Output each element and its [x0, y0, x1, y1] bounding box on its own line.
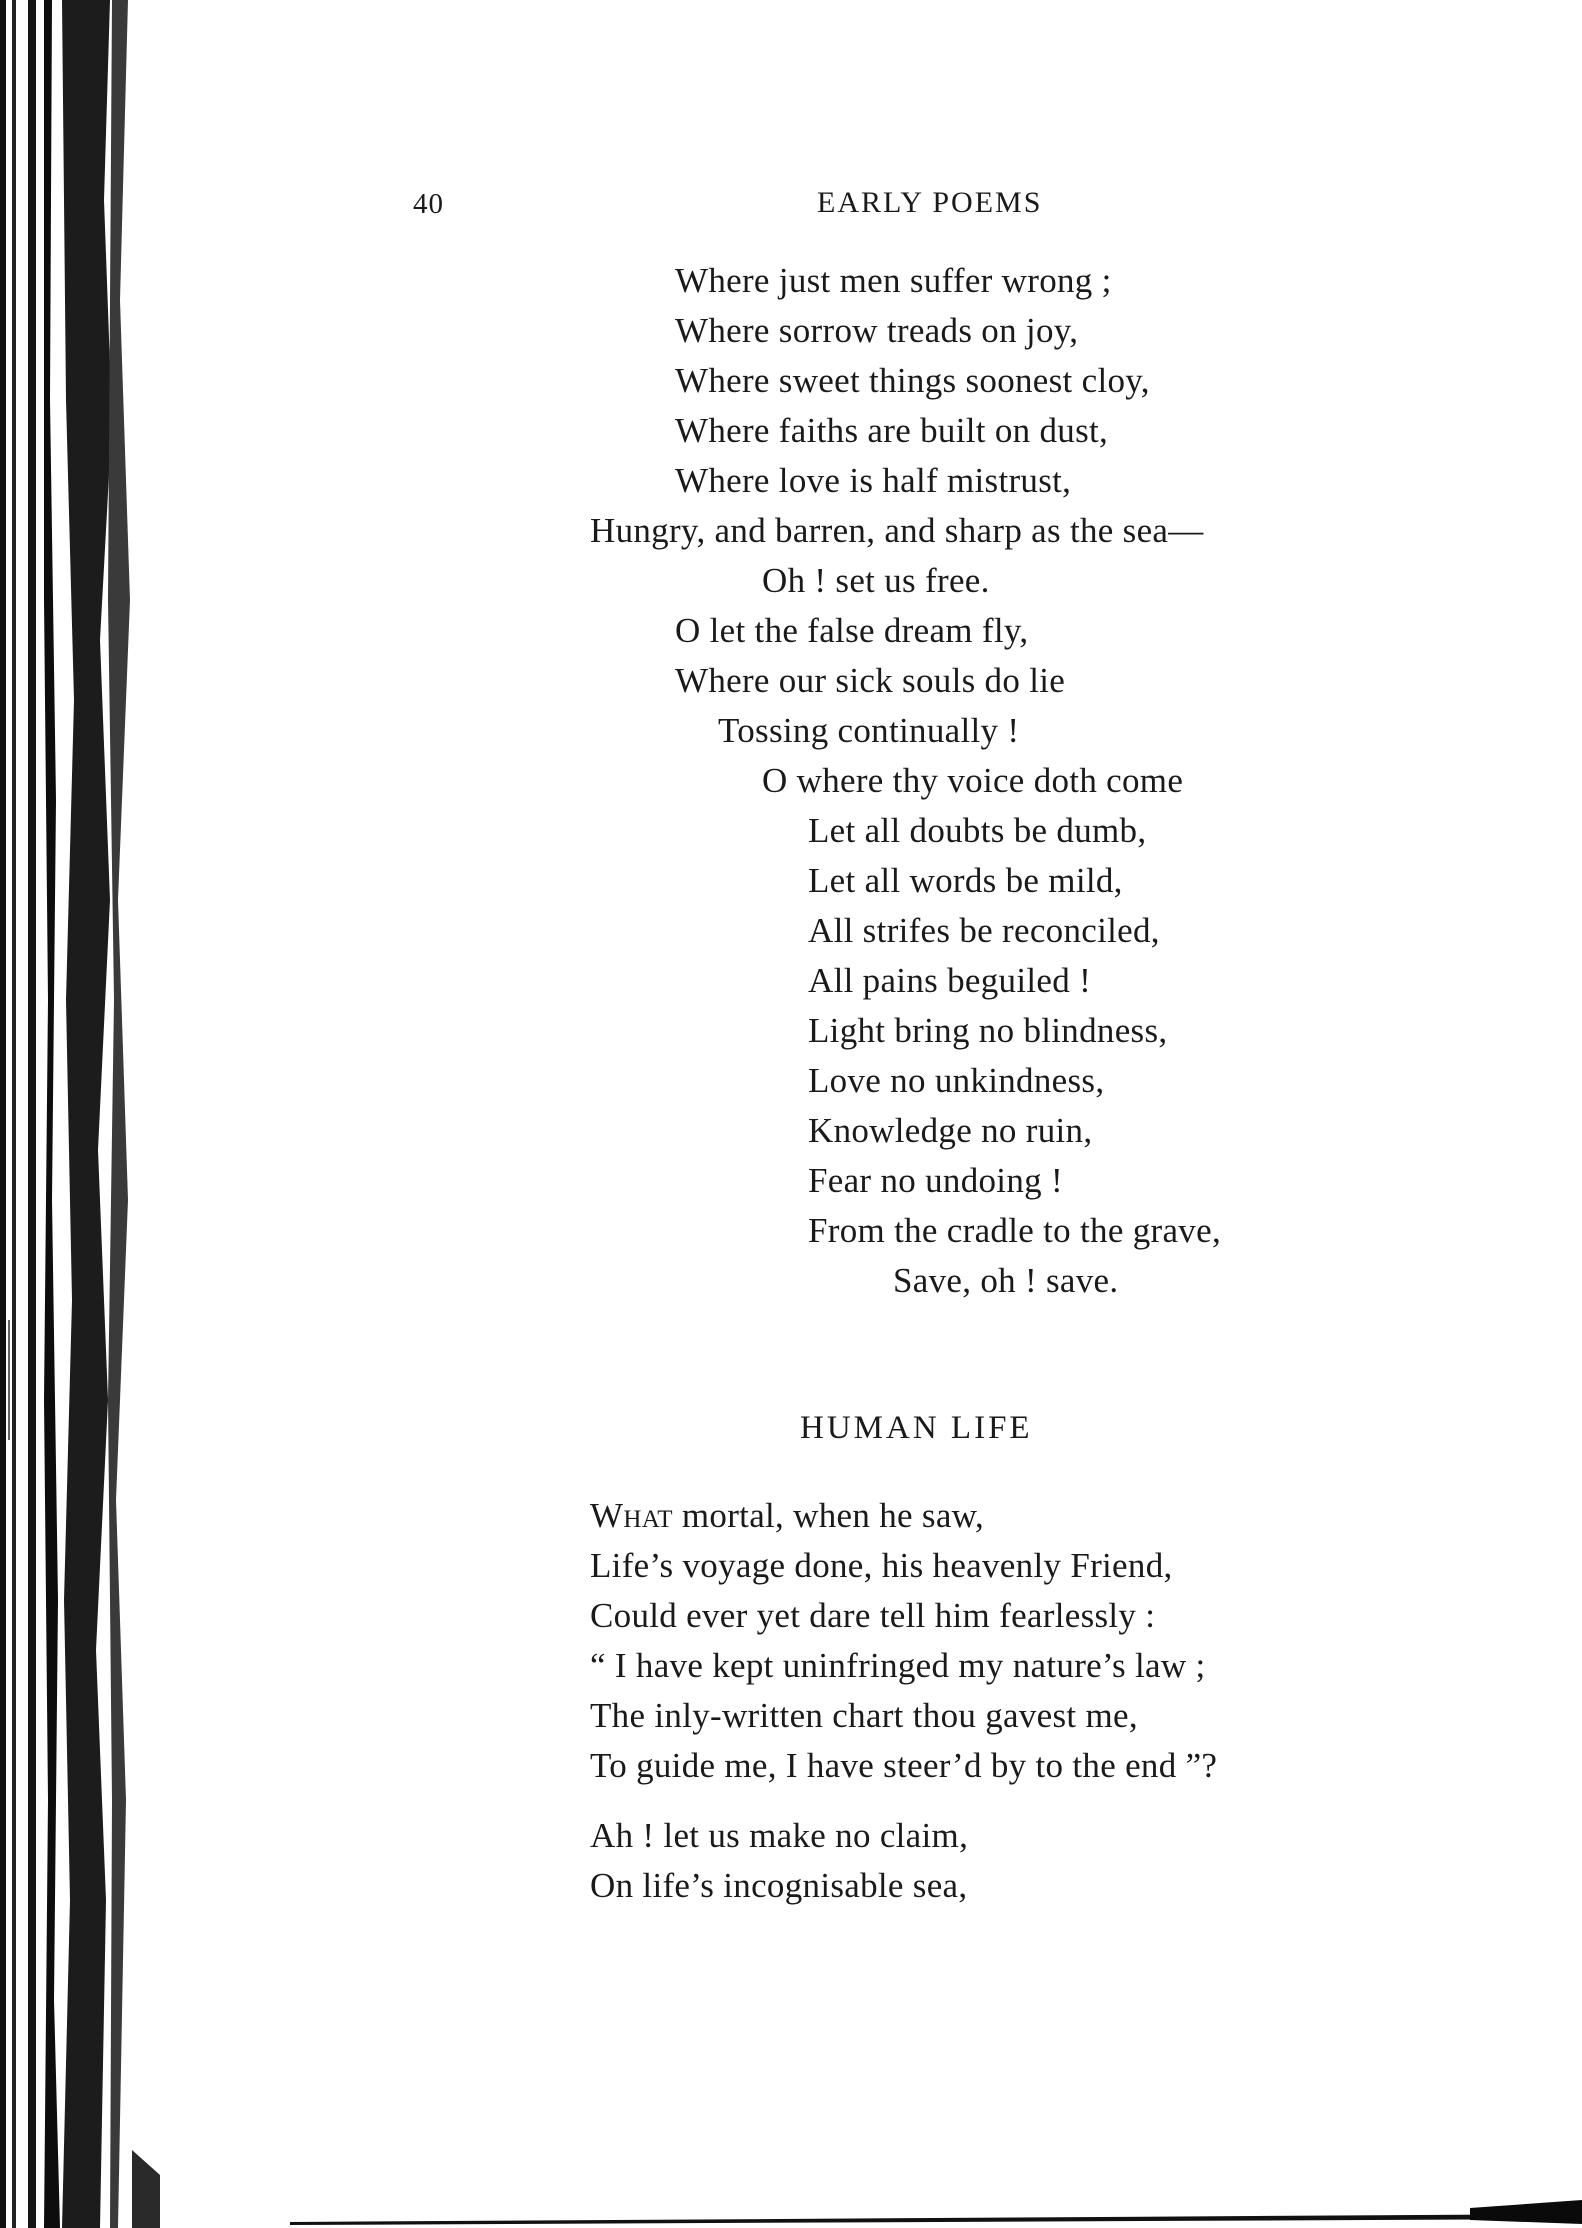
poem-line: Where love is half mistrust, [675, 461, 1072, 500]
poem-line: Love no unkindness, [808, 1061, 1105, 1100]
poem-line: Where faiths are built on dust, [675, 411, 1109, 450]
poem-line: All pains beguiled ! [808, 961, 1092, 1000]
poem-line: O let the false dream fly, [675, 611, 1029, 650]
poem-first-line [590, 1491, 984, 1541]
poem-line: From the cradle to the grave, [808, 1211, 1221, 1250]
poem-line: “ I have kept uninfringed my nature’s law ; [590, 1646, 1206, 1685]
poem-line: Let all words be mild, [808, 861, 1123, 900]
book-binding-edge [0, 0, 160, 2228]
poem-line: Knowledge no ruin, [808, 1111, 1093, 1150]
poem-line: O where thy voice doth come [762, 761, 1184, 800]
poem-line: Light bring no blindness, [808, 1011, 1168, 1050]
poem-line: Tossing continually ! [718, 711, 1020, 750]
poem-line: Hungry, and barren, and sharp as the sea— [590, 511, 1204, 550]
poem-line: To guide me, I have steer’d by to the end ”? [590, 1746, 1218, 1785]
running-title: EARLY POEMS [817, 186, 1043, 219]
running-head [0, 180, 1582, 230]
poem-line: On life’s incognisable sea, [590, 1866, 968, 1905]
poem-line: Where our sick souls do lie [675, 661, 1066, 700]
page-number: 40 [413, 188, 444, 220]
poem-line: All strifes be reconciled, [808, 911, 1160, 950]
poem-line: Oh ! set us free. [762, 561, 990, 600]
poem-line: Could ever yet dare tell him fearlessly : [590, 1596, 1156, 1635]
first-line-rest: mortal, when he saw, [672, 1496, 985, 1535]
poem-line: Life’s voyage done, his heavenly Friend, [590, 1546, 1173, 1585]
first-word: What [590, 1496, 673, 1535]
poem-line: The inly-written chart thou gavest me, [590, 1696, 1138, 1735]
poem-line: Where just men suffer wrong ; [675, 261, 1112, 300]
poem-line: Let all doubts be dumb, [808, 811, 1147, 850]
poem-line: Fear no undoing ! [808, 1161, 1063, 1200]
poem-line: Save, oh ! save. [893, 1261, 1119, 1300]
poem-title: HUMAN LIFE [800, 1410, 1033, 1446]
poem-line: Where sweet things soonest cloy, [675, 361, 1150, 400]
poem-line: Ah ! let us make no claim, [590, 1816, 969, 1855]
poem-line: Where sorrow treads on joy, [675, 311, 1079, 350]
bottom-edge-rule [290, 2200, 1582, 2228]
